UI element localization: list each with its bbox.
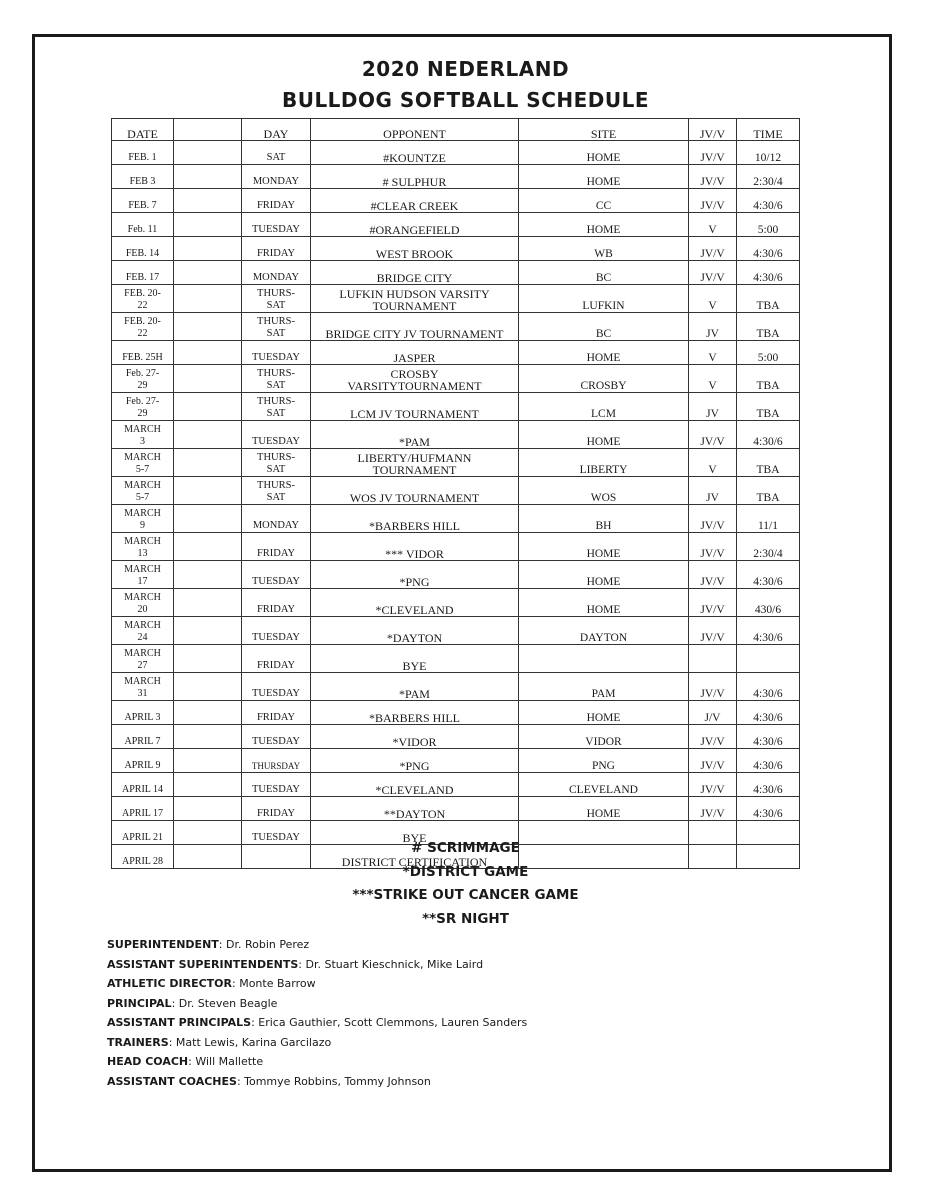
cell-level: J/V: [689, 701, 737, 725]
cell-time: 4:30/6: [737, 261, 800, 285]
cell-day: THURS- SAT: [242, 393, 311, 421]
cell-opponent: JASPER: [311, 341, 519, 365]
cell-site: WB: [519, 237, 689, 261]
cell-opponent: BRIDGE CITY: [311, 261, 519, 285]
cell-time: 4:30/6: [737, 421, 800, 449]
schedule-row: [112, 189, 800, 213]
cell-date: APRIL 3: [112, 701, 174, 725]
cell-site: BH: [519, 505, 689, 533]
cell-level: JV/V: [689, 749, 737, 773]
cell-date: Feb. 11: [112, 213, 174, 237]
cell-time: TBA: [737, 313, 800, 341]
cell-opponent: #KOUNTZE: [311, 141, 519, 165]
cell-date: FEB. 20- 22: [112, 313, 174, 341]
cell-opponent: BYE: [311, 821, 519, 845]
cell-opponent: *VIDOR: [311, 725, 519, 749]
cell-date: APRIL 21: [112, 821, 174, 845]
schedule-row: [112, 725, 800, 749]
cell-site: [519, 645, 689, 673]
cell-day: MONDAY: [242, 165, 311, 189]
cell-blank: [174, 421, 242, 449]
cell-level: JV/V: [689, 261, 737, 285]
cell-site: DAYTON: [519, 617, 689, 645]
cell-opponent: *** VIDOR: [311, 533, 519, 561]
cell-level: V: [689, 285, 737, 313]
cell-date: MARCH 3: [112, 421, 174, 449]
cell-level: JV/V: [689, 421, 737, 449]
schedule-row: [112, 449, 800, 477]
cell-day: FRIDAY: [242, 589, 311, 617]
cell-opponent: *PNG: [311, 561, 519, 589]
cell-level: JV: [689, 393, 737, 421]
cell-opponent: *CLEVELAND: [311, 589, 519, 617]
cell-level: JV/V: [689, 725, 737, 749]
cell-date: FEB. 25H: [112, 341, 174, 365]
header-day: DAY: [242, 119, 311, 141]
cell-date: FEB 3: [112, 165, 174, 189]
cell-time: TBA: [737, 449, 800, 477]
cell-opponent: LIBERTY/HUFMANN TOURNAMENT: [311, 449, 519, 477]
cell-date: MARCH 27: [112, 645, 174, 673]
cell-day: FRIDAY: [242, 645, 311, 673]
cell-time: 11/1: [737, 505, 800, 533]
schedule-row: [112, 365, 800, 393]
schedule-row: [112, 561, 800, 589]
cell-day: MONDAY: [242, 505, 311, 533]
cell-day: TUESDAY: [242, 421, 311, 449]
cell-date: APRIL 9: [112, 749, 174, 773]
schedule-row: [112, 237, 800, 261]
cell-day: FRIDAY: [242, 797, 311, 821]
cell-opponent: *BARBERS HILL: [311, 701, 519, 725]
cell-date: FEB. 14: [112, 237, 174, 261]
cell-blank: [174, 285, 242, 313]
cell-time: TBA: [737, 477, 800, 505]
title-line-2: BULLDOG SOFTBALL SCHEDULE: [281, 88, 650, 112]
cell-time: 5:00: [737, 341, 800, 365]
cell-site: LCM: [519, 393, 689, 421]
cell-date: MARCH 24: [112, 617, 174, 645]
schedule-row: [112, 773, 800, 797]
staff-principal: PRINCIPAL: Dr. Steven Beagle: [107, 996, 278, 1010]
cell-time: 2:30/4: [737, 533, 800, 561]
cell-day: TUESDAY: [242, 773, 311, 797]
schedule-row: [112, 313, 800, 341]
cell-blank: [174, 213, 242, 237]
cell-opponent: **DAYTON: [311, 797, 519, 821]
cell-level: JV/V: [689, 797, 737, 821]
schedule-row: [112, 589, 800, 617]
cell-opponent: CROSBY VARSITYTOURNAMENT: [311, 365, 519, 393]
schedule-row: [112, 261, 800, 285]
schedule-row: [112, 285, 800, 313]
cell-date: MARCH 5-7: [112, 477, 174, 505]
cell-blank: [174, 449, 242, 477]
cell-level: JV/V: [689, 165, 737, 189]
cell-blank: [174, 141, 242, 165]
cell-day: TUESDAY: [242, 725, 311, 749]
cell-day: TUESDAY: [242, 821, 311, 845]
cell-day: FRIDAY: [242, 533, 311, 561]
cell-day: THURS- SAT: [242, 477, 311, 505]
cell-time: 5:00: [737, 213, 800, 237]
cell-opponent: *BARBERS HILL: [311, 505, 519, 533]
cell-blank: [174, 393, 242, 421]
cell-day: TUESDAY: [242, 617, 311, 645]
cell-site: LIBERTY: [519, 449, 689, 477]
cell-blank: [174, 561, 242, 589]
cell-level: V: [689, 365, 737, 393]
cell-site: HOME: [519, 561, 689, 589]
cell-blank: [174, 505, 242, 533]
schedule-row: [112, 141, 800, 165]
cell-level: V: [689, 449, 737, 477]
schedule-row: [112, 165, 800, 189]
cell-level: JV: [689, 477, 737, 505]
cell-level: JV/V: [689, 617, 737, 645]
staff-assistant-coaches: ASSISTANT COACHES: Tommye Robbins, Tommy Johnson: [107, 1074, 431, 1088]
cell-opponent: *PAM: [311, 421, 519, 449]
cell-time: 4:30/6: [737, 189, 800, 213]
cell-blank: [174, 237, 242, 261]
cell-date: MARCH 9: [112, 505, 174, 533]
schedule-row: [112, 645, 800, 673]
legend-scrimmage: # SCRIMMAGE: [411, 840, 520, 856]
cell-blank: [174, 341, 242, 365]
schedule-row: [112, 797, 800, 821]
staff-assistant-superintendents: ASSISTANT SUPERINTENDENTS: Dr. Stuart Kieschnick, Mike Laird: [107, 957, 484, 971]
cell-blank: [174, 261, 242, 285]
staff-assistant-principals: ASSISTANT PRINCIPALS: Erica Gauthier, Scott Clemmons, Lauren Sanders: [107, 1016, 528, 1029]
cell-day: TUESDAY: [242, 561, 311, 589]
cell-day: FRIDAY: [242, 701, 311, 725]
cell-opponent: *DAYTON: [311, 617, 519, 645]
schedule-row: [112, 749, 800, 773]
cell-date: MARCH 17: [112, 561, 174, 589]
cell-opponent: *PNG: [311, 749, 519, 773]
schedule-row: [112, 213, 800, 237]
cell-blank: [174, 589, 242, 617]
cell-opponent: *CLEVELAND: [311, 773, 519, 797]
cell-date: MARCH 13: [112, 533, 174, 561]
cell-site: CLEVELAND: [519, 773, 689, 797]
cell-opponent: WEST BROOK: [311, 237, 519, 261]
schedule-row: [112, 477, 800, 505]
schedule-table: [111, 118, 800, 869]
schedule-row: [112, 393, 800, 421]
cell-level: V: [689, 213, 737, 237]
cell-blank: [174, 313, 242, 341]
cell-date: MARCH 31: [112, 673, 174, 701]
legend-sr-night: **SR NIGHT: [422, 911, 509, 927]
staff-trainers: TRAINERS: Matt Lewis, Karina Garcilazo: [107, 1035, 332, 1049]
cell-site: BC: [519, 261, 689, 285]
cell-opponent: #CLEAR CREEK: [311, 189, 519, 213]
cell-day: TUESDAY: [242, 341, 311, 365]
cell-site: CC: [519, 189, 689, 213]
cell-time: TBA: [737, 393, 800, 421]
cell-date: APRIL 14: [112, 773, 174, 797]
cell-opponent: BYE: [311, 645, 519, 673]
cell-site: PAM: [519, 673, 689, 701]
cell-opponent: DISTRICT CERTIFICATION: [311, 845, 519, 869]
cell-day: TUESDAY: [242, 673, 311, 701]
cell-blank: [174, 617, 242, 645]
cell-blank: [174, 673, 242, 701]
cell-site: HOME: [519, 421, 689, 449]
schedule-row: [112, 701, 800, 725]
cell-date: MARCH 5-7: [112, 449, 174, 477]
cell-time: 4:30/6: [737, 617, 800, 645]
cell-opponent: *PAM: [311, 673, 519, 701]
cell-day: FRIDAY: [242, 237, 311, 261]
cell-time: 4:30/6: [737, 749, 800, 773]
cell-site: PNG: [519, 749, 689, 773]
cell-day: FRIDAY: [242, 189, 311, 213]
cell-site: BC: [519, 313, 689, 341]
cell-date: APRIL 17: [112, 797, 174, 821]
header-row: [112, 119, 800, 141]
cell-blank: [174, 189, 242, 213]
legend-district-game: *DISTRICT GAME: [402, 864, 529, 880]
header-blank: [174, 119, 242, 141]
cell-opponent: # SULPHUR: [311, 165, 519, 189]
cell-day: SAT: [242, 141, 311, 165]
cell-opponent: LUFKIN HUDSON VARSITY TOURNAMENT: [311, 285, 519, 313]
cell-level: JV/V: [689, 589, 737, 617]
cell-time: 4:30/6: [737, 797, 800, 821]
cell-site: HOME: [519, 701, 689, 725]
cell-level: [689, 645, 737, 673]
cell-blank: [174, 365, 242, 393]
cell-level: JV/V: [689, 773, 737, 797]
cell-site: WOS: [519, 477, 689, 505]
cell-site: HOME: [519, 141, 689, 165]
schedule-row: [112, 421, 800, 449]
cell-level: JV: [689, 313, 737, 341]
cell-time: 4:30/6: [737, 673, 800, 701]
staff-head-coach: HEAD COACH: Will Mallette: [107, 1055, 264, 1068]
staff-athletic-director: ATHLETIC DIRECTOR: Monte Barrow: [107, 977, 316, 990]
cell-time: TBA: [737, 285, 800, 313]
cell-level: JV/V: [689, 141, 737, 165]
cell-date: FEB. 1: [112, 141, 174, 165]
cell-site: HOME: [519, 213, 689, 237]
cell-time: 4:30/6: [737, 237, 800, 261]
cell-level: JV/V: [689, 237, 737, 261]
header-date: DATE: [112, 119, 174, 141]
cell-blank: [174, 165, 242, 189]
cell-site: LUFKIN: [519, 285, 689, 313]
cell-site: HOME: [519, 589, 689, 617]
cell-opponent: LCM JV TOURNAMENT: [311, 393, 519, 421]
cell-time: 2:30/4: [737, 165, 800, 189]
cell-date: Feb. 27- 29: [112, 393, 174, 421]
schedule-row: [112, 673, 800, 701]
cell-day: MONDAY: [242, 261, 311, 285]
schedule-row: [112, 533, 800, 561]
header-level: JV/V: [689, 119, 737, 141]
cell-level: JV/V: [689, 533, 737, 561]
schedule-row: [112, 617, 800, 645]
cell-blank: [174, 477, 242, 505]
cell-day: THURSDAY: [242, 749, 311, 773]
cell-blank: [174, 773, 242, 797]
cell-level: JV/V: [689, 561, 737, 589]
header-site: SITE: [519, 119, 689, 141]
cell-level: V: [689, 341, 737, 365]
cell-time: 430/6: [737, 589, 800, 617]
cell-date: APRIL 28: [112, 845, 174, 869]
staff-list: [107, 935, 527, 1091]
cell-day: THURS- SAT: [242, 313, 311, 341]
schedule-row: [112, 505, 800, 533]
cell-blank: [174, 797, 242, 821]
cell-day: THURS- SAT: [242, 285, 311, 313]
cell-time: 10/12: [737, 141, 800, 165]
cell-level: JV/V: [689, 189, 737, 213]
cell-day: THURS- SAT: [242, 365, 311, 393]
header-opponent: OPPONENT: [311, 119, 519, 141]
legend-strike-out-cancer: ***STRIKE OUT CANCER GAME: [352, 887, 579, 903]
cell-site: HOME: [519, 165, 689, 189]
cell-day: TUESDAY: [242, 213, 311, 237]
cell-blank: [174, 533, 242, 561]
cell-time: [737, 645, 800, 673]
cell-time: 4:30/6: [737, 725, 800, 749]
staff-superintendent: SUPERINTENDENT: Dr. Robin Perez: [107, 938, 310, 951]
cell-level: JV/V: [689, 673, 737, 701]
cell-blank: [174, 645, 242, 673]
cell-blank: [174, 725, 242, 749]
cell-date: FEB. 7: [112, 189, 174, 213]
cell-date: FEB. 17: [112, 261, 174, 285]
cell-blank: [174, 701, 242, 725]
cell-date: Feb. 27- 29: [112, 365, 174, 393]
header-time: TIME: [737, 119, 800, 141]
cell-day: THURS- SAT: [242, 449, 311, 477]
cell-opponent: BRIDGE CITY JV TOURNAMENT: [311, 313, 519, 341]
cell-site: CROSBY: [519, 365, 689, 393]
cell-blank: [174, 749, 242, 773]
cell-time: 4:30/6: [737, 701, 800, 725]
cell-site: HOME: [519, 533, 689, 561]
cell-time: 4:30/6: [737, 561, 800, 589]
cell-time: 4:30/6: [737, 773, 800, 797]
title-line-1: 2020 NEDERLAND: [361, 57, 570, 81]
cell-site: HOME: [519, 797, 689, 821]
schedule-row: [112, 341, 800, 365]
cell-date: APRIL 7: [112, 725, 174, 749]
cell-opponent: #ORANGEFIELD: [311, 213, 519, 237]
schedule-body: [112, 141, 800, 869]
cell-date: FEB. 20- 22: [112, 285, 174, 313]
cell-level: JV/V: [689, 505, 737, 533]
cell-site: VIDOR: [519, 725, 689, 749]
cell-opponent: WOS JV TOURNAMENT: [311, 477, 519, 505]
cell-date: MARCH 20: [112, 589, 174, 617]
cell-time: TBA: [737, 365, 800, 393]
cell-site: HOME: [519, 341, 689, 365]
